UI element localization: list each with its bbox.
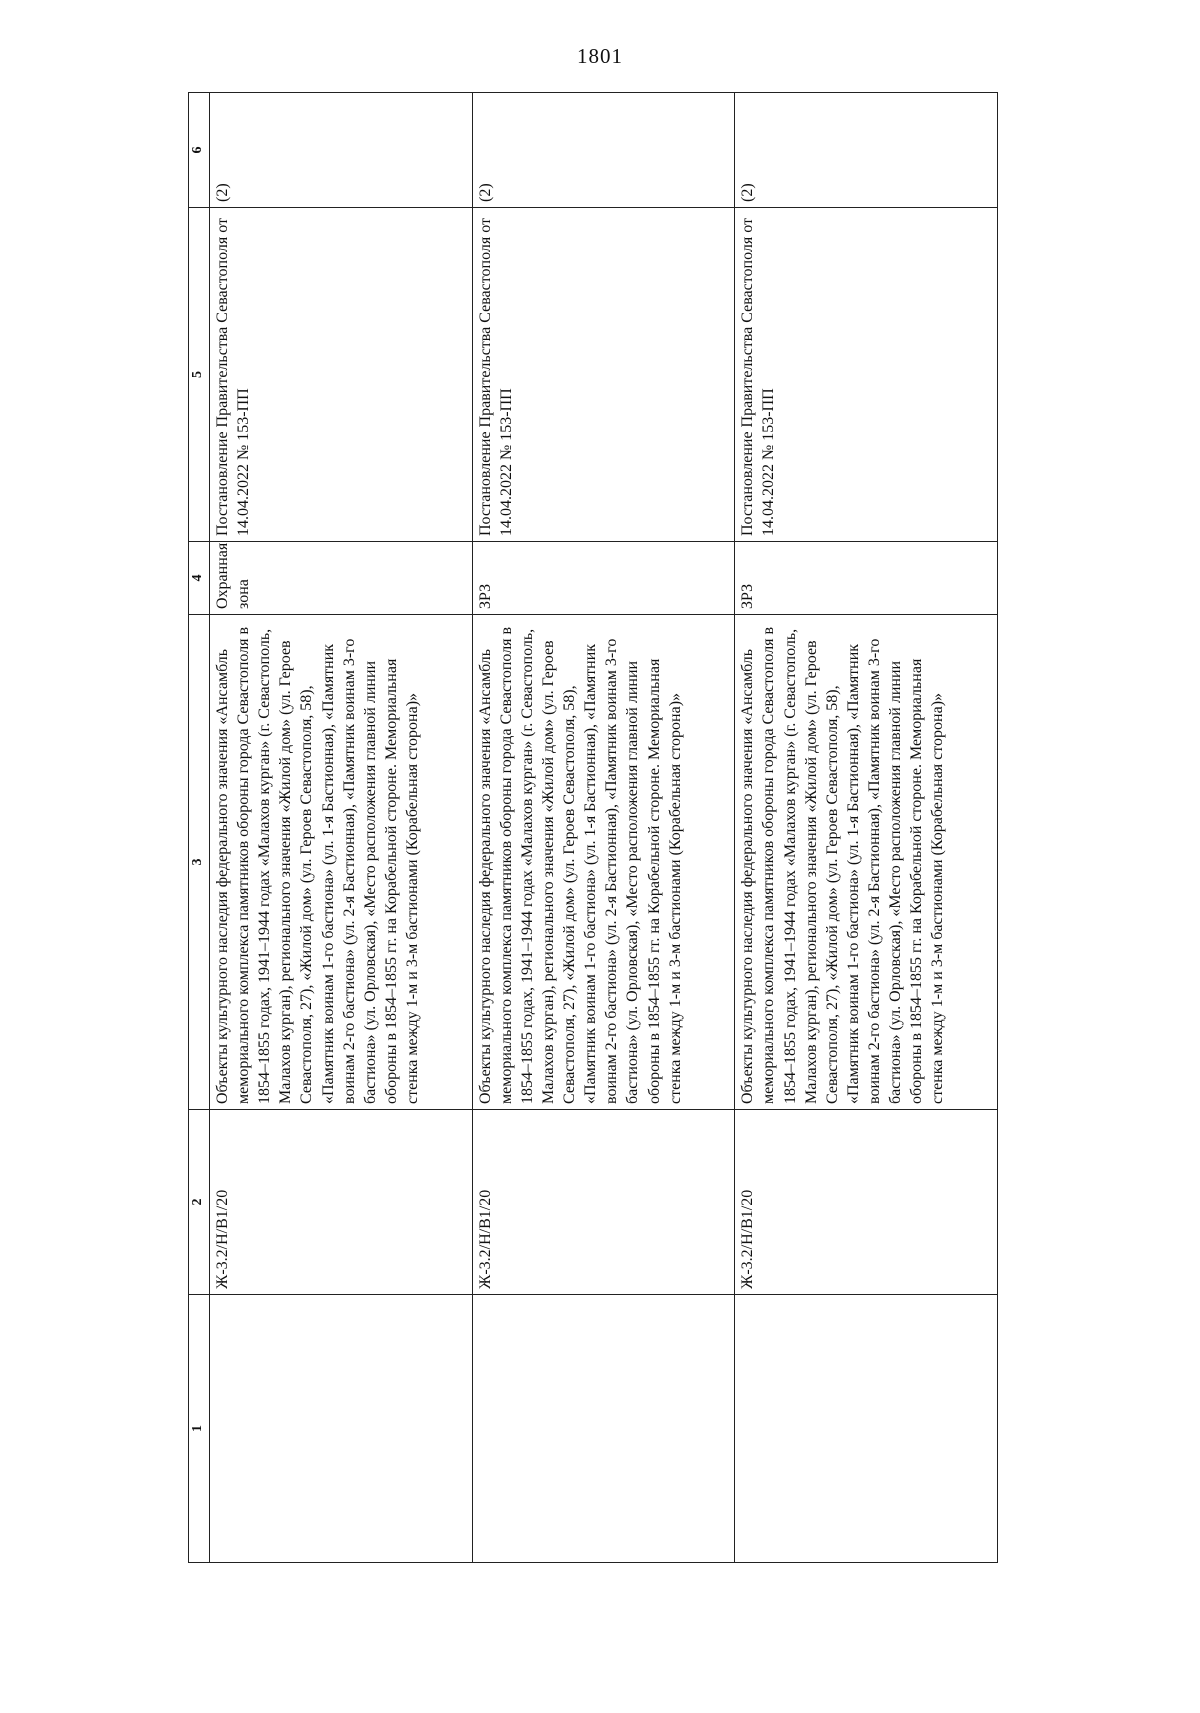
column-header-5: 5 [189,208,210,542]
table-row [735,93,998,1563]
heritage-objects-cell: Объекты культурного наследия федерального значения «Ансамбль мемориального комплекса памятников обороны города Севастополя в 1854–1855 годах, 1941–1944 годах «Малахов курган» (г. Севастополь, Малахов курган), регионального значения «Жилой дом» (ул. Героев Севастополя, 27), «Жилой дом» (ул. Героев Севастополя, 58), «Памятник воинам 1-го бастиона» (ул. 1-я Бастионная), «Памятник воинам 2-го бастиона» (ул. 2-я Бастионная), «Памятник воинам 3-го бастиона» (ул. Орловская), «Место расположения главной линии обороны в 1854–1855 гг. на Корабельной стороне. Мемориальная стенка между 1-м и 3-м бастионами (Корабельная сторона)» [210,615,473,1110]
note-ref-cell: (2) [735,93,998,208]
zone-type-cell: ЗРЗ [472,542,735,615]
zones-table [188,92,998,1563]
zone-code-cell: Ж-3.2/Н/В1/20 [735,1110,998,1295]
table-row [210,93,473,1563]
row-index-cell [735,1295,998,1563]
zone-code-cell: Ж-3.2/Н/В1/20 [210,1110,473,1295]
column-header-4: 4 [189,542,210,615]
row-index-cell [210,1295,473,1563]
column-header-6: 6 [189,93,210,208]
note-ref-cell: (2) [472,93,735,208]
legal-act-cell: Постановление Правительства Севастополя от 14.04.2022 № 153-ПП [472,208,735,542]
zone-code-cell: Ж-3.2/Н/В1/20 [472,1110,735,1295]
rotated-table-container [188,93,998,1563]
heritage-objects-cell: Объекты культурного наследия федерального значения «Ансамбль мемориального комплекса памятников обороны города Севастополя в 1854–1855 годах, 1941–1944 годах «Малахов курган» (г. Севастополь, Малахов курган), регионального значения «Жилой дом» (ул. Героев Севастополя, 27), «Жилой дом» (ул. Героев Севастополя, 58), «Памятник воинам 1-го бастиона» (ул. 1-я Бастионная), «Памятник воинам 2-го бастиона» (ул. 2-я Бастионная), «Памятник воинам 3-го бастиона» (ул. Орловская), «Место расположения главной линии обороны в 1854–1855 гг. на Корабельной стороне. Мемориальная стенка между 1-м и 3-м бастионами (Корабельная сторона)» [735,615,998,1110]
zone-type-cell: Охранная зона [210,542,473,615]
zone-type-cell: ЗРЗ [735,542,998,615]
column-header-1: 1 [189,1295,210,1563]
legal-act-cell: Постановление Правительства Севастополя от 14.04.2022 № 153-ПП [210,208,473,542]
table-header-row [189,93,210,1563]
column-header-3: 3 [189,615,210,1110]
row-index-cell [472,1295,735,1563]
note-ref-cell: (2) [210,93,473,208]
table-row [472,93,735,1563]
page-number: 1801 [577,44,623,68]
legal-act-cell: Постановление Правительства Севастополя от 14.04.2022 № 153-ПП [735,208,998,542]
column-header-2: 2 [189,1110,210,1295]
heritage-objects-cell: Объекты культурного наследия федерального значения «Ансамбль мемориального комплекса памятников обороны города Севастополя в 1854–1855 годах, 1941–1944 годах «Малахов курган» (г. Севастополь, Малахов курган), регионального значения «Жилой дом» (ул. Героев Севастополя, 27), «Жилой дом» (ул. Героев Севастополя, 58), «Памятник воинам 1-го бастиона» (ул. 1-я Бастионная), «Памятник воинам 2-го бастиона» (ул. 2-я Бастионная), «Памятник воинам 3-го бастиона» (ул. Орловская), «Место расположения главной линии обороны в 1854–1855 гг. на Корабельной стороне. Мемориальная стенка между 1-м и 3-м бастионами (Корабельная сторона)» [472,615,735,1110]
